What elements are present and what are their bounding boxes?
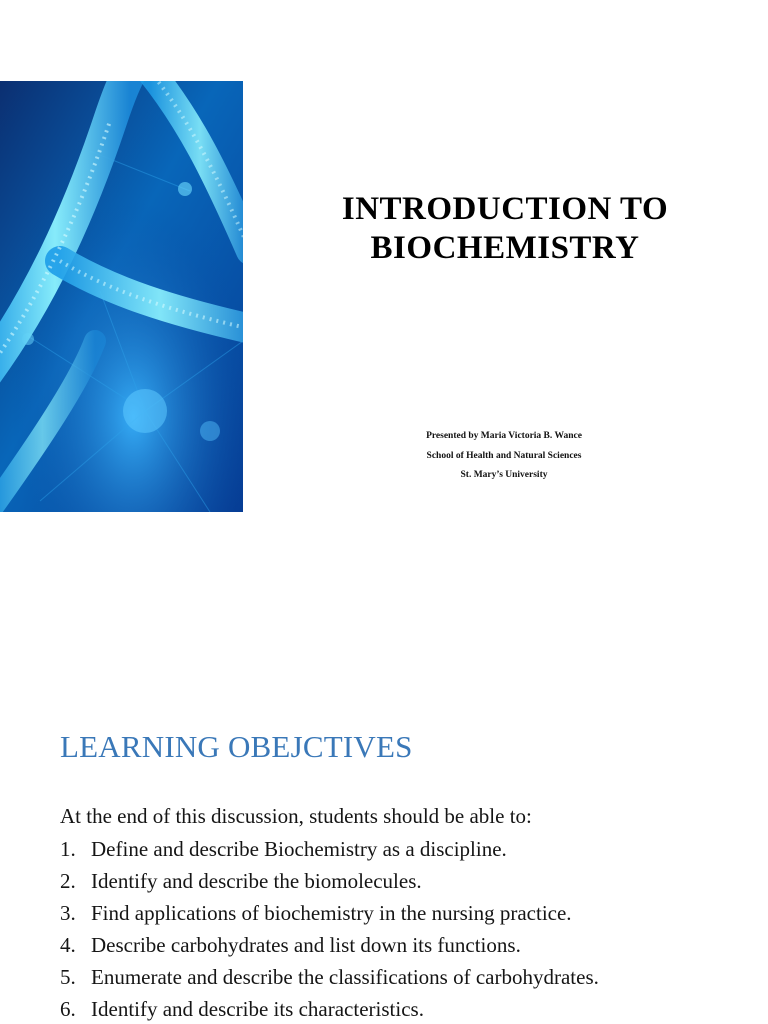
objective-item-3 — [60, 897, 760, 929]
objectives-list — [60, 833, 760, 1024]
objective-number: 4. — [60, 933, 76, 957]
objective-text: Identify and describe the biomolecules. — [91, 869, 422, 893]
objective-item-4 — [60, 929, 760, 961]
objective-item-6 — [60, 993, 760, 1024]
objective-item-5 — [60, 961, 760, 993]
presenter-name: Presented by Maria Victoria B. Wance — [426, 431, 582, 441]
objective-number: 6. — [60, 997, 76, 1021]
objective-text: Find applications of biochemistry in the nursing practice. — [91, 901, 572, 925]
title-line-1: INTRODUCTION TO — [341, 191, 669, 227]
objective-text: Describe carbohydrates and list down its functions. — [91, 933, 521, 957]
objectives-heading: LEARNING OBEJCTIVES — [60, 729, 413, 764]
presenter-info — [385, 427, 623, 486]
objective-number: 3. — [60, 901, 76, 925]
dna-helix-illustration — [0, 81, 243, 512]
objective-item-1 — [60, 833, 760, 865]
objective-number: 1. — [60, 837, 76, 861]
objective-number: 5. — [60, 965, 76, 989]
dna-helix-image — [0, 81, 243, 512]
objective-text: Enumerate and describe the classifications of carbohydrates. — [91, 965, 599, 989]
objective-number: 2. — [60, 869, 76, 893]
document-title — [295, 190, 715, 268]
objective-item-2 — [60, 865, 760, 897]
school-name: School of Health and Natural Sciences — [426, 450, 582, 461]
objective-text: Define and describe Biochemistry as a discipline. — [91, 837, 507, 861]
objective-text: Identify and describe its characteristics. — [91, 997, 424, 1021]
objectives-intro: At the end of this discussion, students should be able to: — [60, 804, 532, 828]
title-line-2: BIOCHEMISTRY — [370, 230, 640, 266]
university-name: St. Mary’s University — [460, 470, 548, 480]
